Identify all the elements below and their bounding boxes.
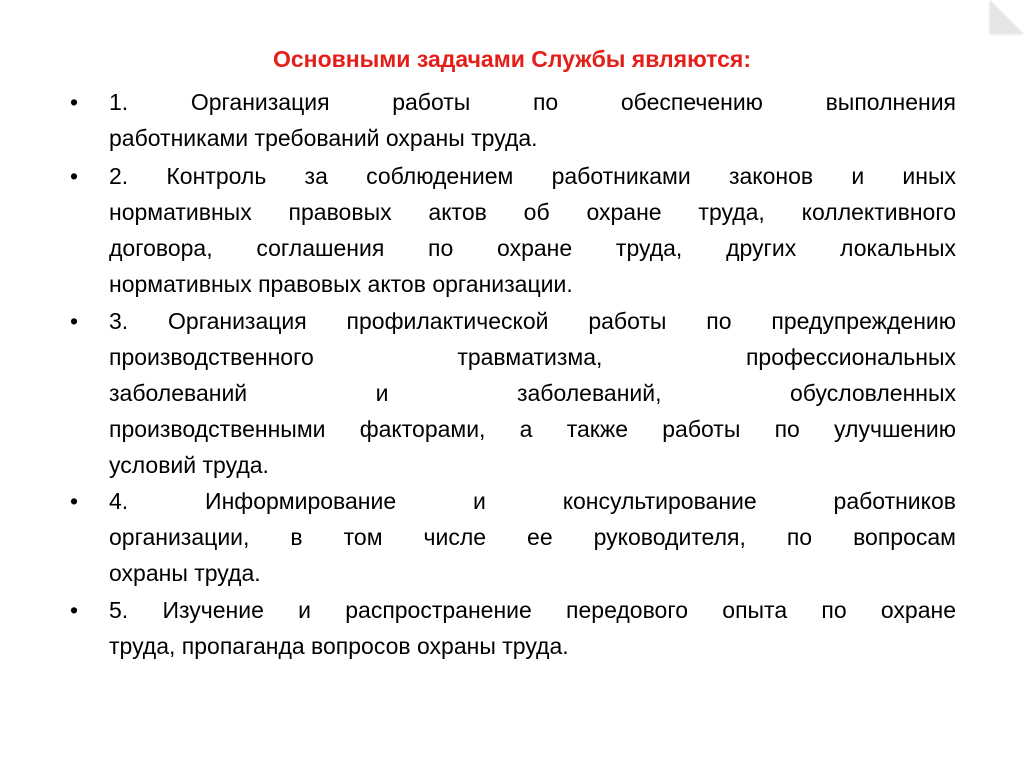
bullet-icon: • [70,308,79,334]
list-item-line: производственного травматизма, профессиональных [109,344,956,370]
bullet-icon: • [70,597,79,623]
list-item-line: труда, пропаганда вопросов охраны труда. [109,633,569,659]
list-item-line: производственными факторами, а также работы по улучшению [109,416,956,442]
list-item-line: 2. Контроль за соблюдением работниками законов и иных [109,163,956,189]
list-item-line: нормативных правовых актов об охране труда, коллективного [109,199,956,225]
bullet-icon: • [70,488,79,514]
list-item-line: организации, в том числе ее руководителя, по вопросам [109,524,956,550]
list-item-line: заболеваний и заболеваний, обусловленных [109,380,956,406]
list-item-line: нормативных правовых актов организации. [109,271,573,297]
bullet-icon: • [70,89,79,115]
bullet-icon: • [70,163,79,189]
list-item-line: охраны труда. [109,560,261,586]
list-item-line: договора, соглашения по охране труда, других локальных [109,235,956,261]
list-item-line: работниками требований охраны труда. [109,125,538,151]
page-curl-decoration [990,0,1024,34]
slide-title: Основными задачами Службы являются: [273,46,751,72]
list-item-line: 3. Организация профилактической работы по предупреждению [109,308,956,334]
list-item-line: условий труда. [109,452,269,478]
list-item-line: 5. Изучение и распространение передового опыта по охране [109,597,956,623]
list-item-line: 4. Информирование и консультирование работников [109,488,956,514]
list-item-line: 1. Организация работы по обеспечению выполнения [109,89,956,115]
